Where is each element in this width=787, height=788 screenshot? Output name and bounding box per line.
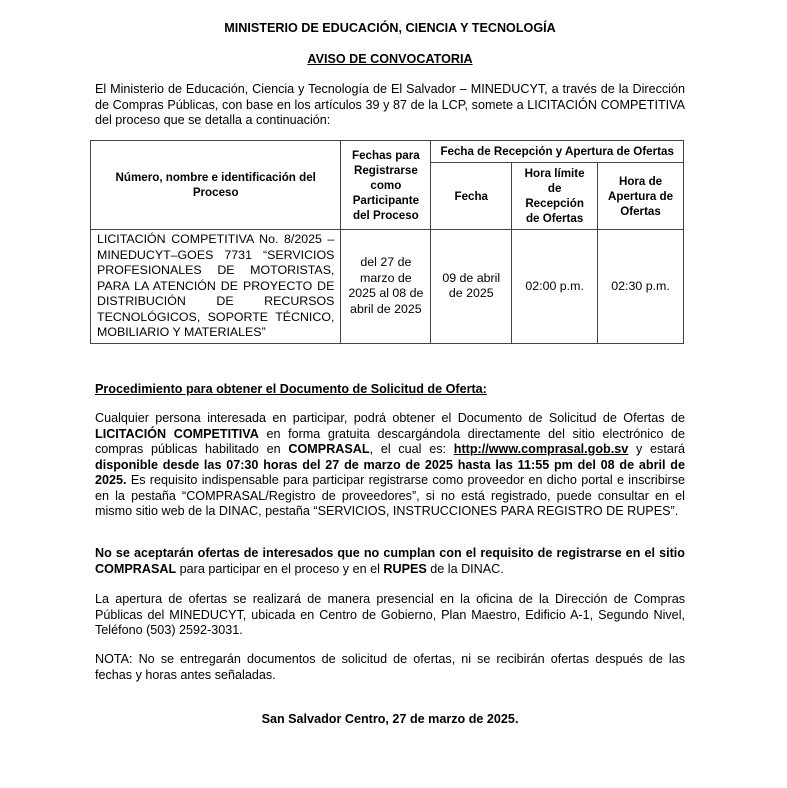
table-header-row: [91, 141, 684, 163]
col-date-header: Fecha: [431, 163, 512, 230]
p1-bold-licitacion: LICITACIÓN COMPETITIVA: [95, 426, 259, 441]
ministry-title: MINISTERIO DE EDUCACIÓN, CIENCIA Y TECNOLOGÍA: [224, 21, 556, 35]
note-paragraph: NOTA: No se entregarán documentos de solicitud de ofertas, ni se recibirán ofertas después de las fechas y horas antes señaladas.: [95, 652, 685, 682]
opening-time-cell: 02:30 p.m.: [598, 230, 684, 344]
opening-location-paragraph: La apertura de ofertas se realizará de manera presencial en la oficina de la Dirección de Compras Públicas del MINEDUCYT, ubicada en Centro de Gobierno, Plan Maestro, Edificio A-1, Segundo Nivel, Teléfono (503) 2592-3031.: [95, 592, 685, 637]
col-deadline-header: Hora límite de Recepción de Ofertas: [512, 163, 598, 230]
intro-paragraph: El Ministerio de Educación, Ciencia y Tecnología de El Salvador – MINEDUCYT, a través de la Dirección de Compras Públicas, con base en los artículos 39 y 87 de la LCP, somete a LICITACIÓN COMPETITIVA del proceso que se detalla a continuación:: [95, 82, 685, 127]
p1-text-f: y estará: [628, 442, 686, 456]
p2-bold-rupes: RUPES: [383, 561, 427, 576]
p1-text-h: Es requisito indispensable para participar registrarse como proveedor en dicho portal e inscribirse en la pestaña “COMPRASAL/Registro de proveedores”, si no está registrado, puede consultar en el mismo sitio web de la DINAC, pestaña “SERVICIOS, INSTRUCCIONES PARA REGISTRO DE RUPES”.: [95, 473, 685, 518]
notice-title: AVISO DE CONVOCATORIA: [307, 52, 473, 66]
signature-line: San Salvador Centro, 27 de marzo de 2025.: [261, 712, 519, 726]
p1-text-e: , el cual es:: [369, 442, 454, 456]
p2-text-d: de la DINAC.: [426, 561, 504, 576]
requirement-paragraph: [95, 546, 685, 577]
p1-text-c: en forma gratuita descargándola directamente del sitio electrónico de compras públicas habilitado en: [95, 426, 686, 456]
col-register-header: Fechas para Registrarse como Participante del Proceso: [341, 141, 431, 230]
p1-text-a: Cualquier persona interesada en participar, podrá obtener el Documento de Solicitud de Ofertas de: [95, 411, 685, 425]
procedure-heading: Procedimiento para obtener el Documento de Solicitud de Oferta:: [95, 382, 487, 396]
col-opening-header: Hora de Apertura de Ofertas: [598, 163, 684, 230]
process-cell: LICITACIÓN COMPETITIVA No. 8/2025 –MINEDUCYT–GOES 7731 “SERVICIOS PROFESIONALES DE MOTORISTAS, PARA LA ATENCIÓN DE PROYECTO DE DISTRIBUCIÓN DE RECURSOS TECNOLÓGICOS, SOPORTE TÉCNICO, MOBILIARIO Y MATERIALES”: [91, 230, 341, 344]
col-process-header: Número, nombre e identificación del Proceso: [91, 141, 341, 230]
table-row: [91, 230, 684, 344]
p1-bold-comprasal: COMPRASAL: [288, 442, 370, 456]
reception-date-cell: 09 de abril de 2025: [431, 230, 512, 344]
p1-bold-availability: disponible desde las 07:30 horas del 27 de marzo de 2025 hasta las 11:55 pm del 08 de abril de 2025.: [95, 457, 685, 487]
process-table: [90, 140, 684, 344]
col-reception-group-header: Fecha de Recepción y Apertura de Ofertas: [431, 141, 684, 163]
deadline-time-cell: 02:00 p.m.: [512, 230, 598, 344]
register-dates-cell: del 27 de marzo de 2025 al 08 de abril de 2025: [341, 230, 431, 344]
p2-bold-warning: No se aceptarán ofertas de interesados que no cumplan con el requisito de registrarse en el sitio COMPRASAL: [95, 546, 685, 576]
procedure-paragraph: [95, 411, 685, 520]
comprasal-link[interactable]: http://www.comprasal.gob.sv: [453, 442, 629, 456]
p2-text-b: para participar en el proceso y en el: [176, 561, 384, 576]
